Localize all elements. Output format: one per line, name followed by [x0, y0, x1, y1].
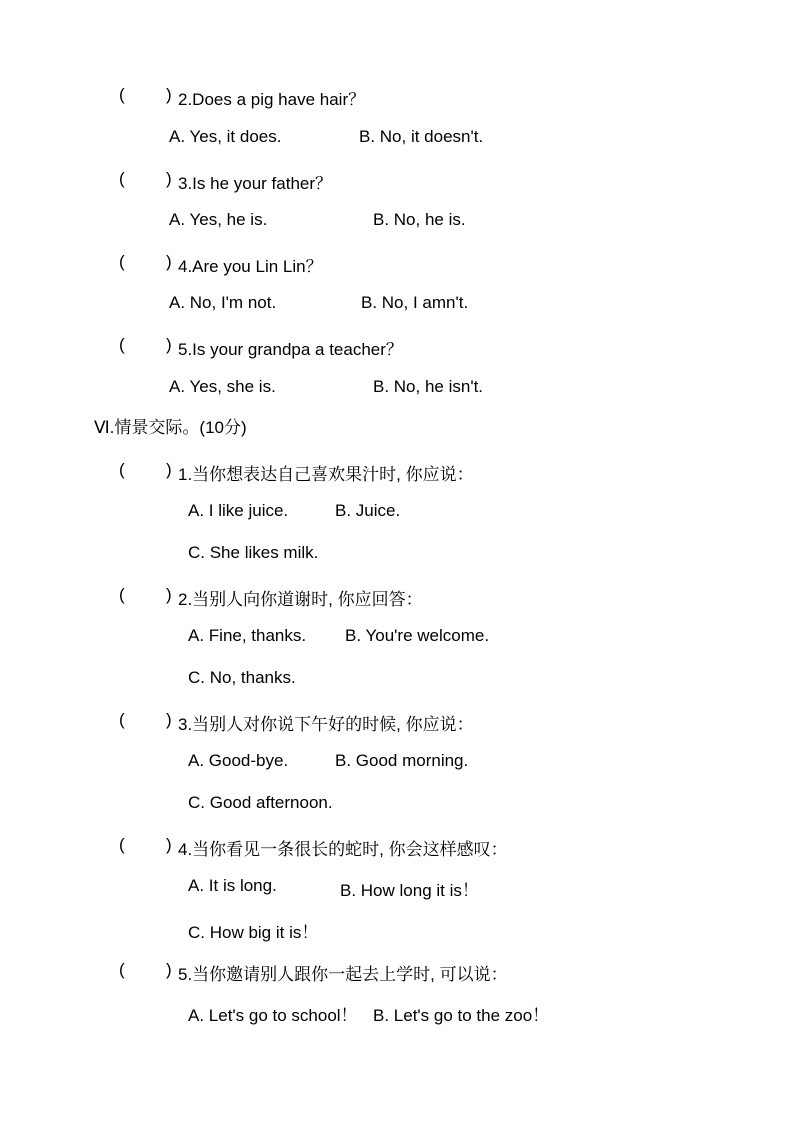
option-b: B. Good morning.: [335, 751, 469, 770]
question-text: 3.Is he your father？: [178, 174, 333, 193]
answer-bracket-close: ): [166, 960, 172, 979]
question-text: 5.Is your grandpa a teacher？: [178, 340, 403, 359]
option-a: A. Yes, she is.: [169, 377, 276, 396]
question-text: 3.当别人对你说下午好的时候, 你应说：: [178, 715, 474, 734]
answer-bracket-close: ): [166, 710, 172, 729]
answer-bracket-open: (: [119, 460, 125, 479]
option-b: B. No, he is.: [373, 210, 466, 229]
option-c: C. How big it is！: [188, 923, 319, 942]
question-text: 4.当你看见一条很长的蛇时, 你会这样感叹：: [178, 840, 508, 859]
answer-bracket-open: (: [119, 835, 125, 854]
answer-bracket-open: (: [119, 252, 125, 271]
option-a: A. I like juice.: [188, 501, 289, 520]
answer-bracket-close: ): [166, 335, 172, 354]
option-b: B. Let's go to the zoo！: [373, 1006, 550, 1025]
answer-bracket-open: (: [119, 710, 125, 729]
answer-bracket-close: ): [166, 252, 172, 271]
option-a: A. It is long.: [188, 876, 277, 895]
option-a: A. Yes, he is.: [169, 210, 268, 229]
answer-bracket-open: (: [119, 85, 125, 104]
answer-bracket-open: (: [119, 960, 125, 979]
answer-bracket-open: (: [119, 169, 125, 188]
answer-bracket-close: ): [166, 460, 172, 479]
question-text: 4.Are you Lin Lin？: [178, 257, 323, 276]
option-a: A. No, I'm not.: [169, 293, 277, 312]
answer-bracket-open: (: [119, 335, 125, 354]
option-b: B. No, I amn't.: [361, 293, 469, 312]
question-text: 2.Does a pig have hair？: [178, 90, 366, 109]
question-text: 2.当别人向你道谢时, 你应回答：: [178, 590, 423, 609]
option-b: B. No, he isn't.: [373, 377, 484, 396]
answer-bracket-close: ): [166, 835, 172, 854]
option-c: C. No, thanks.: [188, 668, 296, 687]
section-heading: Ⅵ.情景交际。(10分): [94, 418, 247, 437]
answer-bracket-close: ): [166, 85, 172, 104]
option-b: B. No, it doesn't.: [359, 127, 484, 146]
option-c: C. Good afternoon.: [188, 793, 333, 812]
answer-bracket-open: (: [119, 585, 125, 604]
option-b: B. How long it is！: [340, 881, 479, 900]
answer-bracket-close: ): [166, 585, 172, 604]
option-c: C. She likes milk.: [188, 543, 319, 562]
option-a: A. Yes, it does.: [169, 127, 282, 146]
option-a: A. Good-bye.: [188, 751, 289, 770]
answer-bracket-close: ): [166, 169, 172, 188]
option-a: A. Let's go to school！: [188, 1006, 358, 1025]
question-text: 1.当你想表达自己喜欢果汁时, 你应说：: [178, 465, 474, 484]
option-b: B. Juice.: [335, 501, 401, 520]
question-text: 5.当你邀请别人跟你一起去上学时, 可以说：: [178, 965, 508, 984]
option-a: A. Fine, thanks.: [188, 626, 307, 645]
option-b: B. You're welcome.: [345, 626, 490, 645]
